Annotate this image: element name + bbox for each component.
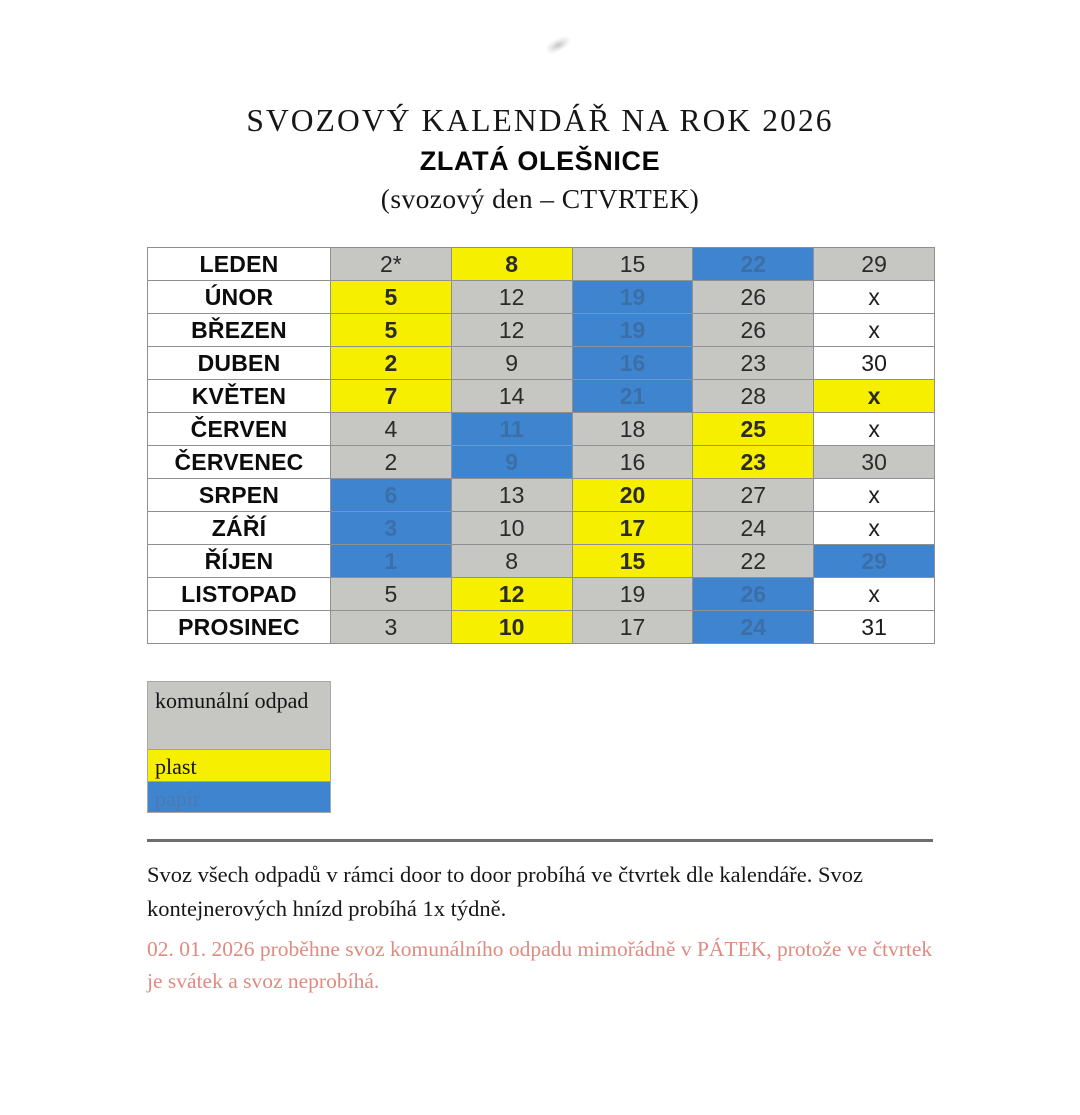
collection-date-cell: 9	[451, 347, 572, 380]
municipality-title: ZLATÁ OLEŠNICE	[419, 146, 661, 177]
month-label: ŘÍJEN	[148, 545, 331, 578]
collection-date-cell: x	[814, 512, 935, 545]
table-row	[148, 413, 935, 446]
collection-date-cell: x	[814, 281, 935, 314]
collection-date-cell: 3	[331, 512, 452, 545]
collection-date-cell: 24	[693, 611, 814, 644]
collection-date-cell: 11	[451, 413, 572, 446]
section-divider	[147, 839, 933, 842]
collection-date-cell: 12	[451, 314, 572, 347]
table-row	[148, 248, 935, 281]
month-label: SRPEN	[148, 479, 331, 512]
collection-date-cell: x	[814, 413, 935, 446]
collection-date-cell: x	[814, 479, 935, 512]
collection-date-cell: 26	[693, 281, 814, 314]
collection-date-cell: 17	[572, 512, 693, 545]
table-row	[148, 479, 935, 512]
collection-date-cell: 17	[572, 611, 693, 644]
collection-date-cell: 6	[331, 479, 452, 512]
collection-date-cell: 19	[572, 578, 693, 611]
collection-date-cell: 10	[451, 512, 572, 545]
month-label: LEDEN	[148, 248, 331, 281]
collection-date-cell: 19	[572, 314, 693, 347]
month-label: BŘEZEN	[148, 314, 331, 347]
collection-date-cell: 29	[814, 545, 935, 578]
table-row	[148, 347, 935, 380]
collection-date-cell: 14	[451, 380, 572, 413]
table-row	[148, 314, 935, 347]
collection-date-cell: 22	[693, 248, 814, 281]
collection-date-cell: 20	[572, 479, 693, 512]
month-label: ZÁŘÍ	[148, 512, 331, 545]
collection-date-cell: 27	[693, 479, 814, 512]
legend	[147, 681, 331, 813]
collection-date-cell: 23	[693, 347, 814, 380]
collection-date-cell: 5	[331, 314, 452, 347]
collection-date-cell: 2	[331, 446, 452, 479]
month-label: ČERVEN	[148, 413, 331, 446]
collection-date-cell: 25	[693, 413, 814, 446]
note-holiday-exception: 02. 01. 2026 proběhne svoz komunálního odpadu mimořádně v PÁTEK, protože ve čtvrtek je svátek a svoz neprobíhá.	[147, 937, 933, 993]
collection-date-cell: 2	[331, 347, 452, 380]
collection-date-cell: 21	[572, 380, 693, 413]
note-general: Svoz všech odpadů v rámci door to door probíhá ve čtvrtek dle kalendáře. Svoz kontejnerových hnízd probíhá 1x týdně.	[147, 862, 864, 921]
table-row	[148, 512, 935, 545]
collection-date-cell: 28	[693, 380, 814, 413]
table-row	[148, 446, 935, 479]
collection-date-cell: 2*	[331, 248, 452, 281]
table-row	[148, 578, 935, 611]
collection-date-cell: 19	[572, 281, 693, 314]
collection-date-cell: 7	[331, 380, 452, 413]
collection-date-cell: 8	[451, 545, 572, 578]
collection-date-cell: 26	[693, 314, 814, 347]
collection-date-cell: 5	[331, 578, 452, 611]
month-label: ČERVENEC	[148, 446, 331, 479]
page-title: SVOZOVÝ KALENDÁŘ NA ROK 2026	[246, 103, 834, 138]
collection-date-cell: 29	[814, 248, 935, 281]
collection-date-cell: 15	[572, 248, 693, 281]
scan-artifact	[545, 33, 574, 56]
collection-date-cell: 3	[331, 611, 452, 644]
month-label: KVĚTEN	[148, 380, 331, 413]
collection-date-cell: x	[814, 578, 935, 611]
collection-date-cell: 9	[451, 446, 572, 479]
collection-date-cell: 23	[693, 446, 814, 479]
collection-date-cell: 15	[572, 545, 693, 578]
collection-date-cell: 31	[814, 611, 935, 644]
collection-date-cell: 8	[451, 248, 572, 281]
collection-day-subtitle: (svozový den – CTVRTEK)	[380, 182, 700, 214]
table-row	[148, 281, 935, 314]
collection-date-cell: 18	[572, 413, 693, 446]
collection-date-cell: 12	[451, 281, 572, 314]
collection-calendar	[147, 247, 934, 644]
collection-date-cell: 13	[451, 479, 572, 512]
month-label: ÚNOR	[148, 281, 331, 314]
collection-date-cell: 5	[331, 281, 452, 314]
collection-date-cell: 16	[572, 347, 693, 380]
collection-date-cell: 22	[693, 545, 814, 578]
legend-item-komunalni-odpad: komunální odpad	[148, 682, 330, 749]
collection-date-cell: 24	[693, 512, 814, 545]
collection-date-cell: 30	[814, 446, 935, 479]
collection-date-cell: x	[814, 380, 935, 413]
month-label: PROSINEC	[148, 611, 331, 644]
collection-date-cell: 26	[693, 578, 814, 611]
month-label: DUBEN	[148, 347, 331, 380]
legend-item-papir: papír	[148, 782, 330, 812]
table-row	[148, 611, 935, 644]
collection-date-cell: 1	[331, 545, 452, 578]
month-label: LISTOPAD	[148, 578, 331, 611]
document-header	[0, 103, 1080, 215]
table-row	[148, 380, 935, 413]
calendar-body	[148, 248, 935, 644]
collection-date-cell: 4	[331, 413, 452, 446]
legend-item-plast: plast	[148, 749, 330, 782]
collection-date-cell: x	[814, 314, 935, 347]
collection-date-cell: 16	[572, 446, 693, 479]
collection-date-cell: 12	[451, 578, 572, 611]
collection-date-cell: 10	[451, 611, 572, 644]
table-row	[148, 545, 935, 578]
collection-date-cell: 30	[814, 347, 935, 380]
calendar-table	[147, 247, 935, 644]
